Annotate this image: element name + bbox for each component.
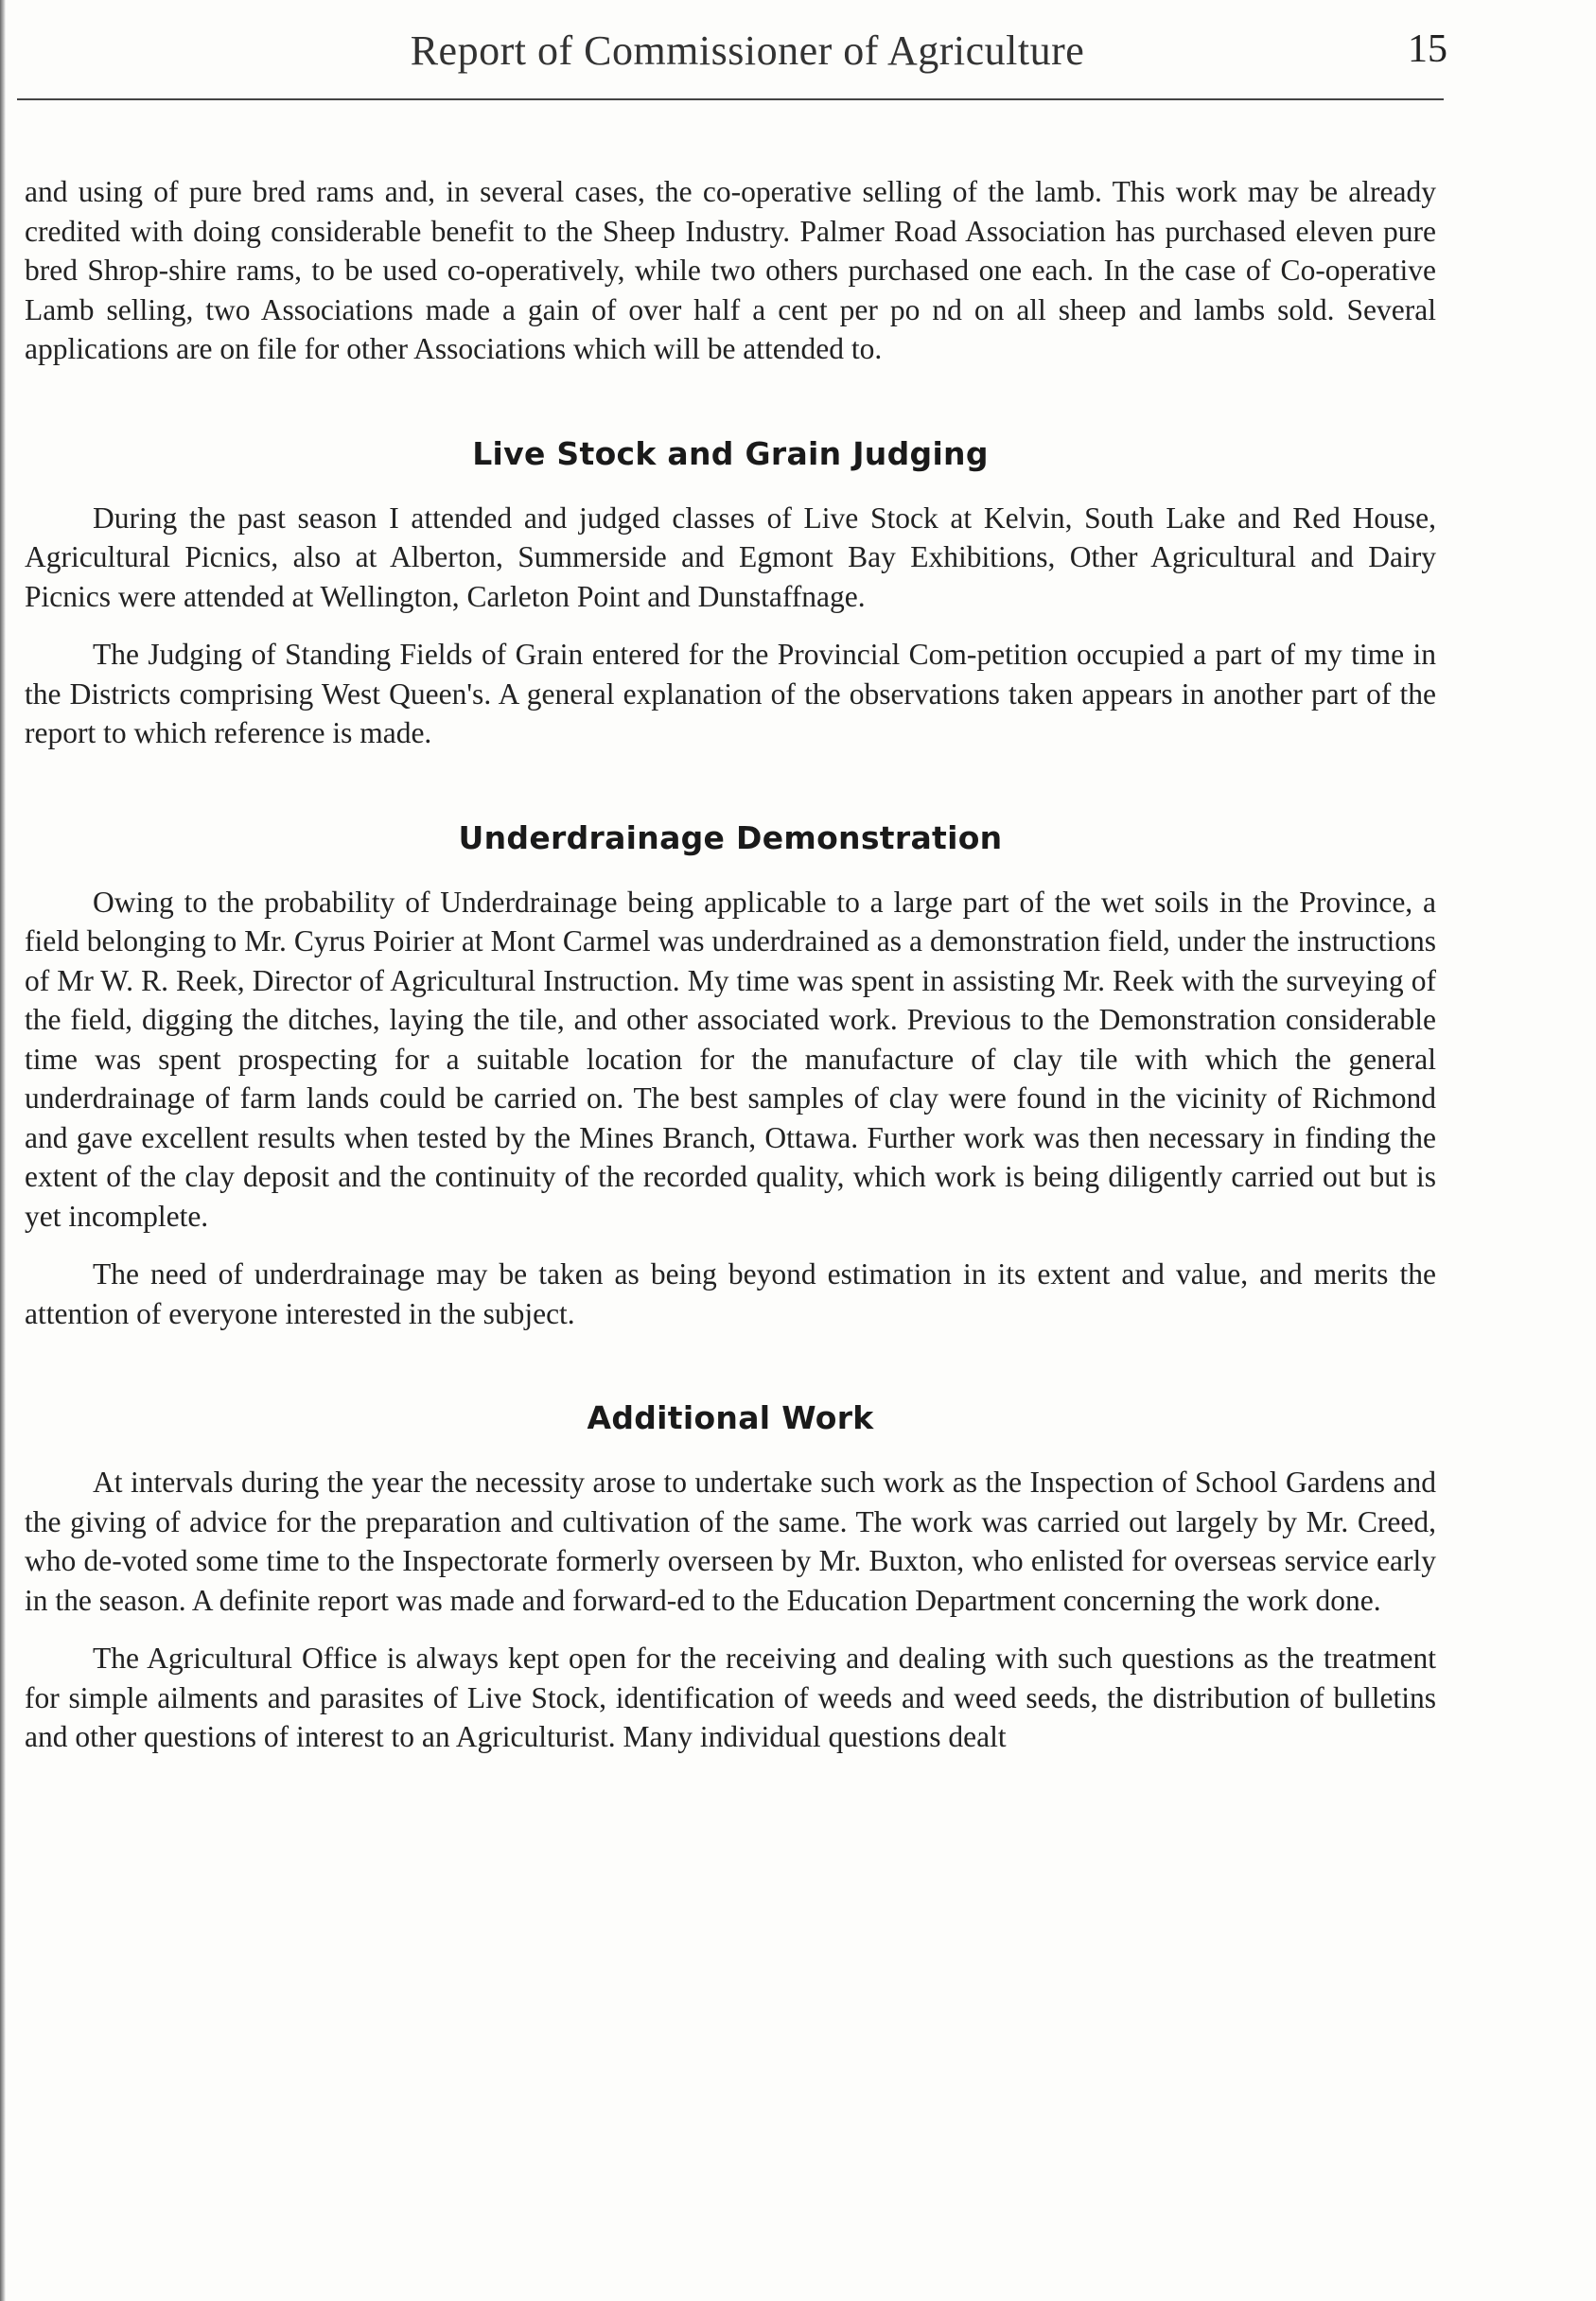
running-header: [0, 26, 1476, 83]
intro-paragraph: and using of pure bred rams and, in several cases, the co-operative selling of the lamb. This work may be already credited with doing considerable benefit to the Sheep Industry. Palmer Road Association has purchased eleven pure bred Shrop-shire rams, to be used co-operatively, while two others purchased one each. In the case of Co-operative Lamb selling, two Associations made a gain of over half a cent per po nd on all sheep and lambs sold. Several applications are on file for other Associations which will be attended to.: [25, 175, 1436, 365]
running-title: Report of Commissioner of Agriculture: [410, 27, 1085, 74]
heading-additional-work: Additional Work: [587, 1399, 874, 1436]
header-rule: [17, 98, 1444, 100]
live-stock-paragraph-1: During the past season I attended and judged classes of Live Stock at Kelvin, South Lake and Red House, Agricultural Picnics, also at Alberton, Summerside and Egmont Bay Exhibitions, Other Agricultural and Dairy Picnics were attended at Wellington, Carleton Point and Dunstaffnage.: [25, 501, 1436, 613]
live-stock-paragraph-2: The Judging of Standing Fields of Grain entered for the Provincial Com-petition occupied a part of my time in the Districts comprising West Queen's. A general explanation of the observations taken appears in another part of the report to which reference is made.: [25, 638, 1436, 749]
additional-work-paragraph-1: At intervals during the year the necessity arose to undertake such work as the Inspection of School Gardens and the giving of advice for the preparation and cultivation of the same. The work was carried out largely by Mr. Creed, who de-voted some time to the Inspectorate formerly overseen by Mr. Buxton, who enlisted for overseas service early in the season. A definite report was made and forward-ed to the Education Department concerning the work done.: [25, 1466, 1436, 1617]
heading-live-stock: Live Stock and Grain Judging: [472, 434, 989, 472]
heading-underdrainage: Underdrainage Demonstration: [458, 818, 1003, 856]
page-binding-edge: [0, 0, 6, 2301]
underdrainage-paragraph-2: The need of underdrainage may be taken as being beyond estimation in its extent and value, and merits the attention of everyone interested in the subject.: [25, 1257, 1436, 1330]
body-text: [25, 172, 1436, 1757]
additional-work-paragraph-2: The Agricultural Office is always kept open for the receiving and dealing with such questions as the treatment for simple ailments and parasites of Live Stock, identification of weeds and weed seeds, the distribution of bulletins and other questions of interest to an Agriculturist. Many individual questions dealt: [25, 1642, 1436, 1753]
page-number: 15: [1408, 27, 1447, 71]
underdrainage-paragraph-1: Owing to the probability of Underdrainage being applicable to a large part of the wet soils in the Province, a field belonging to Mr. Cyrus Poirier at Mont Carmel was underdrained as a demonstration field, under the instructions of Mr W. R. Reek, Director of Agricultural Instruction. My time was spent in assisting Mr. Reek with the surveying of the field, digging the ditches, laying the tile, and other associated work. Previous to the Demonstration considerable time was spent prospecting for a suitable location for the manufacture of clay tile with which the general underdrainage of farm lands could be carried on. The best samples of clay were found in the vicinity of Richmond and gave excellent results when tested by the Mines Branch, Ottawa. Further work was then necessary in finding the extent of the clay deposit and the continuity of the recorded quality, which work is being diligently carried out but is yet incomplete.: [25, 885, 1436, 1233]
